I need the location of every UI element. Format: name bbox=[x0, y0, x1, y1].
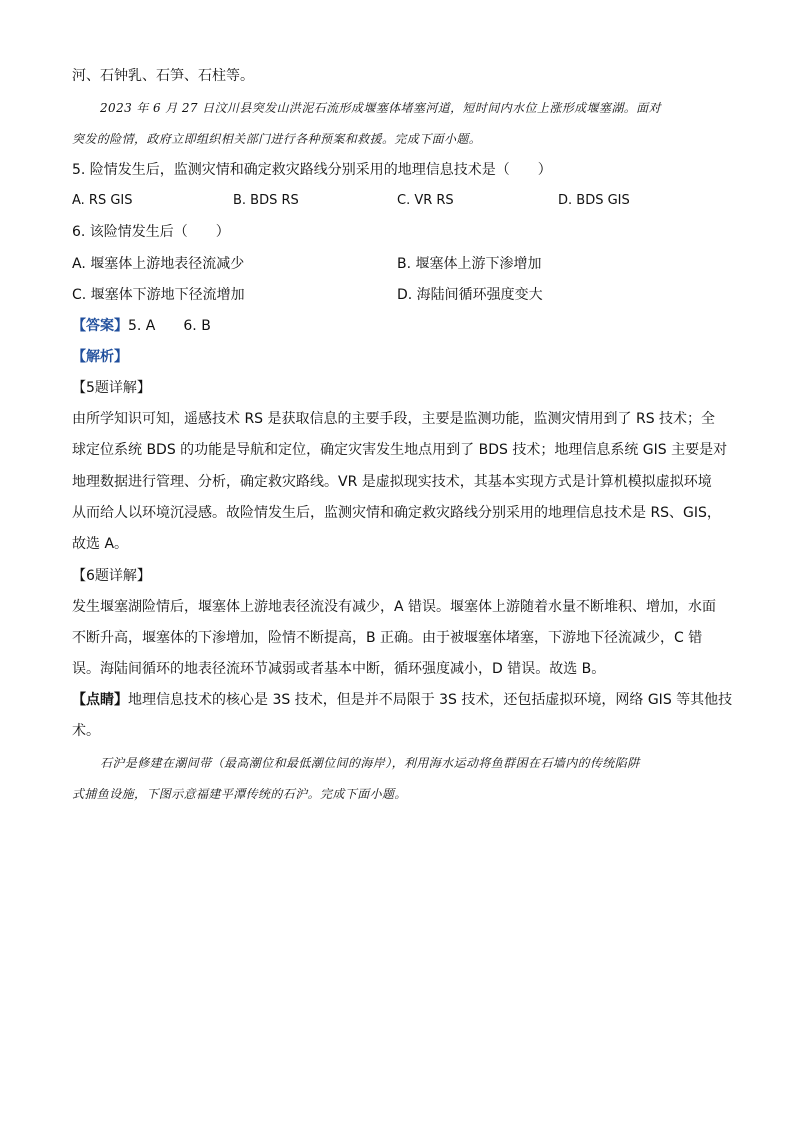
highlight-line-2: 术。 bbox=[72, 723, 100, 739]
answer-line bbox=[72, 316, 211, 336]
next-intro-line-1: 石沪是修建在潮间带（最高潮位和最低潮位间的海岸），利用海水运动将鱼群困在石墙内的传统陷阱 bbox=[100, 756, 640, 770]
question-5: 5. 险情发生后，监测灾情和确定救灾路线分别采用的地理信息技术是（ ） bbox=[72, 162, 552, 178]
answer-label: 【答案】 bbox=[72, 318, 128, 334]
question-6: 6. 该险情发生后（ ） bbox=[72, 224, 230, 240]
detail-6-line-1: 发生堰塞湖险情后，堰塞体上游地表径流没有减少，A 错误。堰塞体上游随着水量不断堆积、增加，水面 bbox=[72, 599, 717, 615]
q5-option-a: A. RS GIS bbox=[72, 193, 133, 208]
detail-5-heading: 【5题详解】 bbox=[72, 380, 151, 396]
q5-option-b: B. BDS RS bbox=[233, 193, 299, 208]
detail-5-line-1: 由所学知识可知，遥感技术 RS 是获取信息的主要手段，主要是监测功能，监测灾情用到了 RS 技术；全 bbox=[72, 411, 716, 427]
question-intro-line-1: 2023 年 6 月 27 日汶川县突发山洪泥石流形成堰塞体堵塞河道，短时间内水位上涨形成堰塞湖。面对 bbox=[100, 101, 661, 115]
detail-5-line-4: 从而给人以环境沉浸感。故险情发生后，监测灾情和确定救灾路线分别采用的地理信息技术是 RS、GIS， bbox=[72, 505, 721, 521]
continued-text-line: 河、石钟乳、石笋、石柱等。 bbox=[72, 68, 254, 84]
q6-option-c: C. 堰塞体下游地下径流增加 bbox=[72, 287, 245, 303]
detail-6-heading: 【6题详解】 bbox=[72, 568, 151, 584]
q5-option-c: C. VR RS bbox=[397, 193, 454, 208]
detail-5-line-5: 故选 A。 bbox=[72, 536, 129, 552]
question-intro-line-2: 突发的险情，政府立即组织相关部门进行各种预案和救援。完成下面小题。 bbox=[72, 132, 482, 146]
q6-option-b: B. 堰塞体上游下渗增加 bbox=[397, 256, 542, 272]
detail-5-line-2: 球定位系统 BDS 的功能是导航和定位，确定灾害发生地点用到了 BDS 技术；地理信息系统 GIS 主要是对 bbox=[72, 442, 728, 458]
next-intro-line-2: 式捕鱼设施，下图示意福建平潭传统的石沪。完成下面小题。 bbox=[72, 787, 407, 801]
detail-5-line-3: 地理数据进行管理、分析，确定救灾路线。VR 是虚拟现实技术，其基本实现方式是计算机模拟虚拟环境 bbox=[72, 474, 712, 490]
detail-6-line-3: 误。海陆间循环的地表径流环节减弱或者基本中断，循环强度减小，D 错误。故选 B。 bbox=[72, 661, 606, 677]
highlight-text: 地理信息技术的核心是 3S 技术，但是并不局限于 3S 技术，还包括虚拟环境，网络 GIS 等其他技 bbox=[128, 692, 733, 708]
detail-6-line-2: 不断升高，堰塞体的下渗增加，险情不断提高，B 正确。由于被堰塞体堵塞，下游地下径流减少，C 错 bbox=[72, 630, 703, 646]
highlight-label: 【点睛】 bbox=[72, 692, 128, 708]
q5-option-d: D. BDS GIS bbox=[558, 193, 630, 208]
analysis-label: 【解析】 bbox=[72, 349, 128, 365]
q6-option-a: A. 堰塞体上游地表径流减少 bbox=[72, 256, 245, 272]
answer-value: 5. A 6. B bbox=[128, 318, 211, 334]
q6-option-d: D. 海陆间循环强度变大 bbox=[397, 287, 543, 303]
highlight-line-1 bbox=[72, 690, 732, 710]
